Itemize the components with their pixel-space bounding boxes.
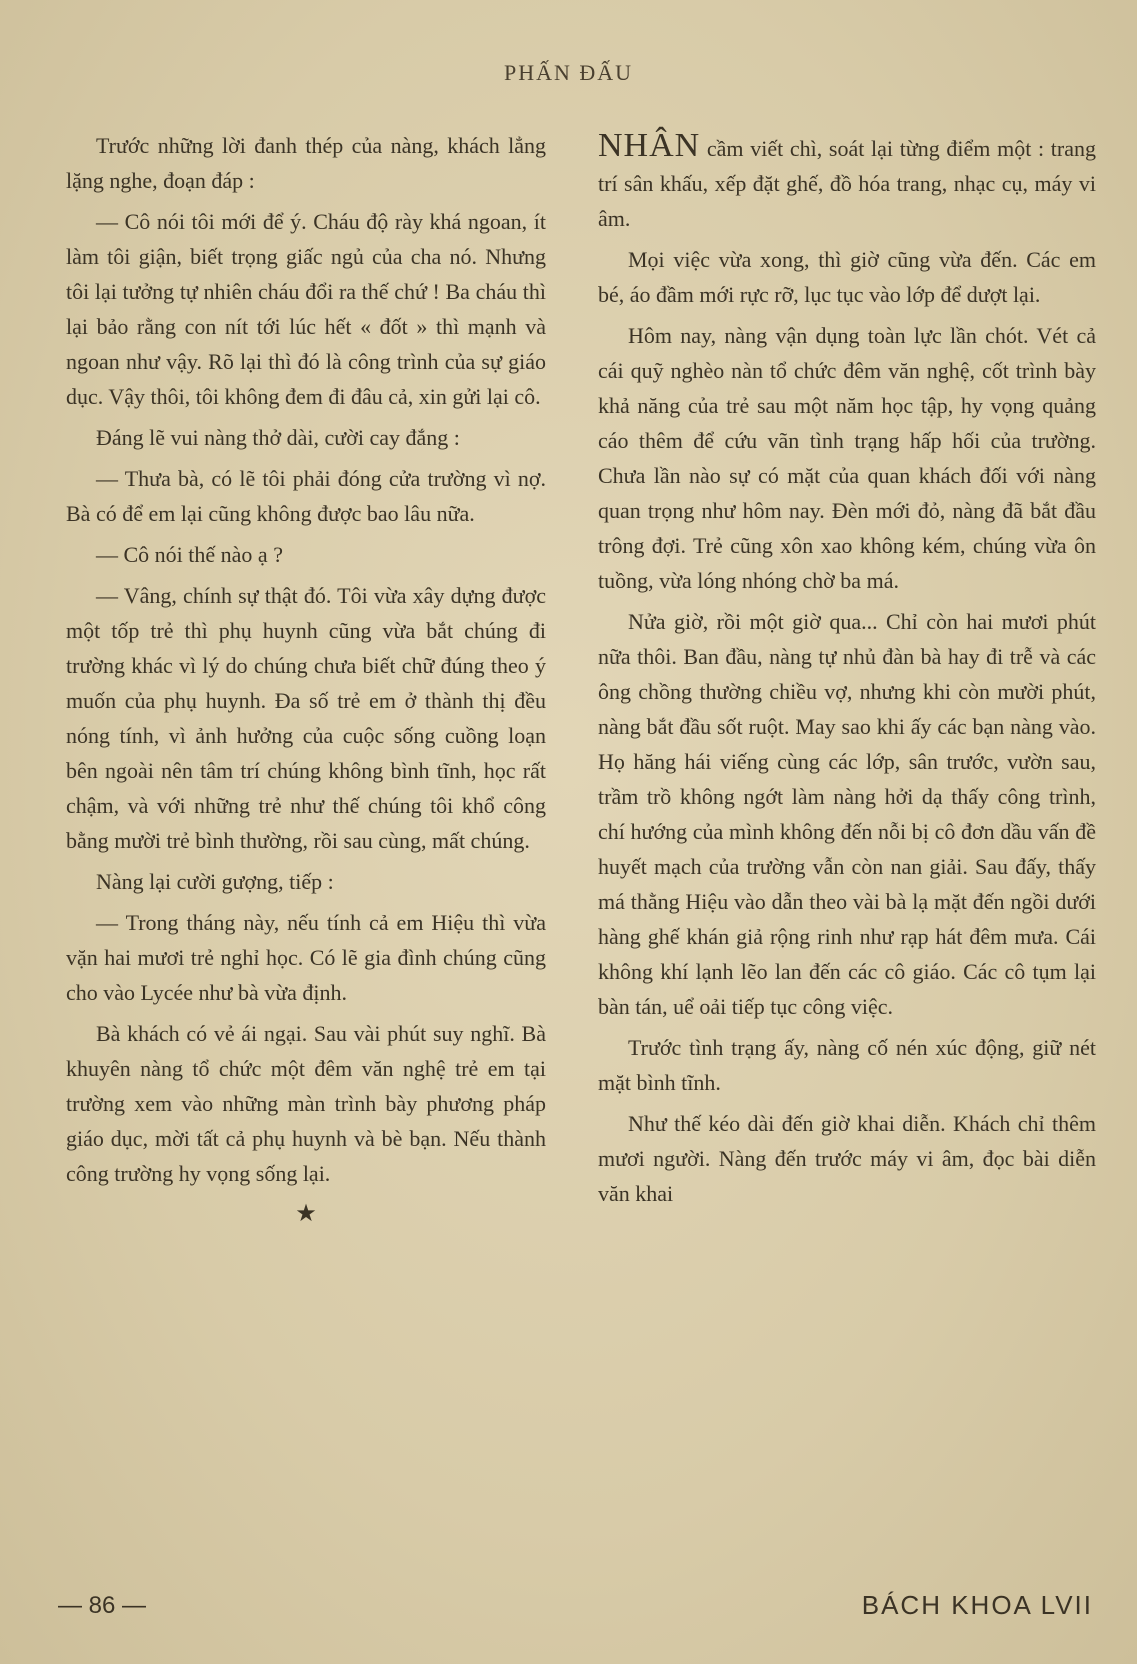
paragraph: — Cô nói tôi mới để ý. Cháu độ rày khá ngoan, ít làm tôi giận, biết trọng giấc ngủ của cha nó. Nhưng tôi lại tưởng tự nhiên cháu đổi ra thế chứ ! Ba cháu thì lại bảo rằng con nít tới lúc hết « đốt » thì mạnh và ngoan như vậy. Rõ lại thì đó là công trình của sự giáo dục. Vậy thôi, tôi không đem đi đâu cả, xin gửi lại cô. [66, 209, 546, 409]
page-number: — 86 — [58, 1592, 147, 1619]
paragraph: — Trong tháng này, nếu tính cả em Hiệu thì vừa vặn hai mươi trẻ nghỉ học. Có lẽ gia đình chúng cũng cho vào Lycée như bà vừa định. [66, 910, 546, 1005]
paragraph: Mọi việc vừa xong, thì giờ cũng vừa đến. Các em bé, áo đầm mới rực rỡ, lục tục vào lớp để dượt lại. [598, 247, 1096, 307]
paragraph: Trước tình trạng ấy, nàng cố nén xúc động, giữ nét mặt bình tĩnh. [598, 1035, 1096, 1095]
end-star-icon: ★ [295, 1201, 317, 1227]
left-column [66, 128, 546, 1232]
paragraph: Trước những lời đanh thép của nàng, khách lẳng lặng nghe, đoạn đáp : [66, 133, 546, 193]
opening-text: cầm viết chì, soát lại từng điểm một : trang trí sân khấu, xếp đặt ghế, đồ hóa trang, nhạc cụ, máy vi âm. [598, 136, 1096, 231]
paragraph: Nửa giờ, rồi một giờ qua... Chỉ còn hai mươi phút nữa thôi. Ban đầu, nàng tự nhủ đàn bà hay đi trễ và các ông chồng thường chiều vợ, nhưng khi còn mười phút, nàng bắt đầu sốt ruột. May sao khi ấy các bạn nàng vào. Họ hăng hái viếng cùng các lớp, sân trước, vườn sau, trầm trồ không ngớt làm nàng hởi dạ thấy công trình, chí hướng của mình không đến nỗi bị cô đơn dầu vấn đề huyết mạch của trường vẫn còn nan giải. Sau đấy, thấy má thằng Hiệu vào dẫn theo vài bà lạ mặt đến ngồi dưới hàng ghế khán giả rộng rinh như rạp hát đêm mưa. Cái không khí lạnh lẽo lan đến các cô giáo. Các cô tụm lại bàn tán, uể oải tiếp tục công việc. [598, 609, 1096, 1019]
opening-paragraph [598, 128, 1096, 236]
paragraph: — Thưa bà, có lẽ tôi phải đóng cửa trường vì nợ. Bà có để em lại cũng không được bao lâu nữa. [66, 466, 546, 526]
paragraph: Hôm nay, nàng vận dụng toàn lực lần chót. Vét cả cái quỹ nghèo nàn tổ chức đêm văn nghệ, cốt trình bày khả năng của trẻ sau một năm học tập, hy vọng quảng cáo thêm để cứu vãn tình trạng hấp hối của trường. Chưa lần nào sự có mặt của quan khách đối với nàng quan trọng như hôm nay. Đèn mới đỏ, nàng đã bắt đầu trông đợi. Trẻ cũng xôn xao không kém, chúng vừa ôn tuồng, vừa lóng nhóng chờ ba má. [598, 323, 1096, 593]
running-title: PHẤN ĐẤU [503, 60, 634, 85]
paragraph: — Cô nói thế nào ạ ? [96, 542, 283, 567]
journal-title: BÁCH KHOA LVII [861, 1590, 1093, 1620]
paragraph: — Vâng, chính sự thật đó. Tôi vừa xây dựng được một tốp trẻ thì phụ huynh cũng vừa bắt chúng đi trường khác vì lý do chúng chưa biết chữ đúng theo ý muốn của phụ huynh. Đa số trẻ em ở thành thị đều nóng tính, vì ảnh hưởng của cuộc sống cuồng loạn bên ngoài nên tâm trí chúng không bình tĩnh, học rất chậm, và với những trẻ như thế chúng tôi khổ công bằng mười trẻ bình thường, rồi sau cùng, mất chúng. [66, 583, 546, 853]
paragraph: Nàng lại cười gượng, tiếp : [96, 869, 334, 894]
paragraph: Như thế kéo dài đến giờ khai diễn. Khách chỉ thêm mươi người. Nàng đến trước máy vi âm, đọc bài diễn văn khai [598, 1111, 1096, 1206]
right-column [598, 128, 1096, 1217]
dropcap-word: NHÂN [598, 127, 701, 164]
paragraph: Bà khách có vẻ ái ngại. Sau vài phút suy nghĩ. Bà khuyên nàng tổ chức một đêm văn nghệ trẻ em tại trường xem vào những màn trình bày phương pháp giáo dục, mời tất cả phụ huynh và bè bạn. Nếu thành công trường hy vọng sống lại. [66, 1021, 546, 1186]
paragraph: Đáng lẽ vui nàng thở dài, cười cay đắng : [96, 425, 460, 450]
